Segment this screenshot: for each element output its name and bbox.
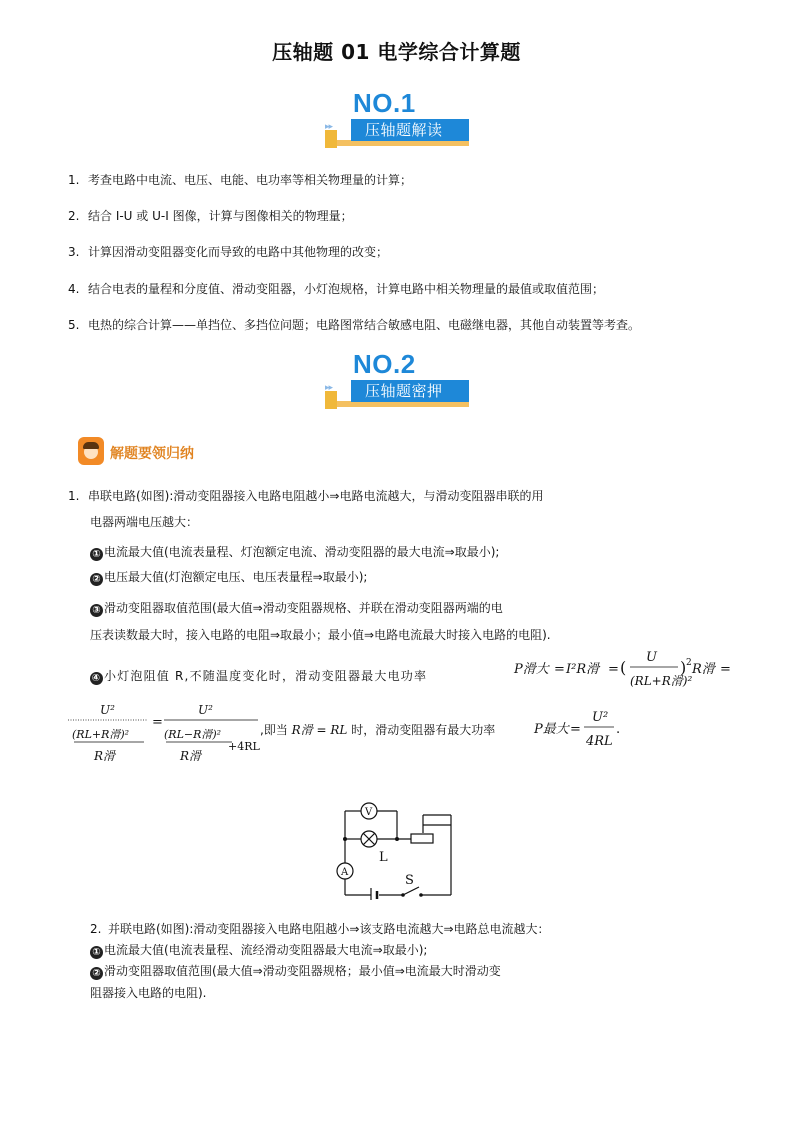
series-line1: 1. 串联电路(如图):滑动变阻器接入电路电阻越小⇒电路电流越大，与滑动变阻器串联的用 xyxy=(68,489,544,503)
formula-text: ( xyxy=(620,658,627,677)
parallel-point-1: ① 电流最大值(电流表量程、流经滑动变阻器最大电流⇒取最小); xyxy=(90,942,427,959)
series-line2: 电器两端电压越大： xyxy=(90,515,199,529)
formula-text: = xyxy=(720,662,731,677)
parallel-point-2: ② 滑动变阻器取值范围(最大值⇒滑动变阻器规格；最小值⇒电流最大时滑动变 xyxy=(90,963,501,980)
ammeter-label: A xyxy=(341,867,349,878)
badge-number: NO.1 xyxy=(353,88,416,118)
formula-text: 4RL xyxy=(586,734,613,749)
junction-dot xyxy=(343,837,347,841)
formula-pmax xyxy=(532,705,622,753)
badge-label: 压轴题解读 xyxy=(351,119,469,141)
formula-text: U² xyxy=(198,703,213,717)
badge-number: NO.2 xyxy=(353,349,416,379)
formula-max-power xyxy=(512,645,734,691)
parallel-line1: 2. 并联电路(如图):滑动变阻器接入电路电阻越小⇒该支路电流越大⇒电路总电流越大： xyxy=(90,922,550,936)
formula-text: . xyxy=(616,722,621,737)
series-point-1: ① 电流最大值(电流表量程、灯泡额定电流、滑动变阻器的最大电流⇒取最小); xyxy=(90,544,499,561)
badge-accent xyxy=(325,130,337,148)
switch-terminal xyxy=(419,893,423,897)
list-item: 3. 计算因滑动变阻器变化而导致的电路中其他物理的改变； xyxy=(68,245,389,259)
double-arrow-icon: ▸▸ xyxy=(325,383,333,393)
formula-text: R滑 xyxy=(94,749,116,763)
junction-dot xyxy=(395,837,399,841)
formula-text: 2 xyxy=(686,658,692,668)
formula-text: = xyxy=(152,715,163,730)
formula-text: +4RL xyxy=(228,740,260,753)
list-item: 2. 结合 I-U 或 U-I 图像，计算与图像相关的物理量； xyxy=(68,209,353,223)
lamp-label: L xyxy=(379,850,388,865)
formula-text: R滑 xyxy=(180,749,202,763)
formula-text: U² xyxy=(592,710,609,725)
parallel-point-2-cont: 阻器接入电路的电阻). xyxy=(90,986,207,1000)
section-badge-2 xyxy=(325,349,485,423)
series-point-2: ② 电压最大值(灯泡额定电压、电压表量程⇒取最小); xyxy=(90,569,367,586)
formula-text: (RL+R滑)² xyxy=(72,728,130,741)
double-arrow-icon: ▸▸ xyxy=(325,122,333,132)
series-point-3-cont: 压表读数最大时，接入电路的电阻⇒取最小；最小值⇒电路电流最大时接入电路的电阻). xyxy=(90,628,551,642)
list-item: 1. 考查电路中电流、电压、电能、电功率等相关物理量的计算； xyxy=(68,173,413,187)
badge-label: 压轴题密押 xyxy=(351,380,469,402)
formula-text: = xyxy=(570,722,581,737)
formula-text: ) xyxy=(680,658,687,677)
formula-text: U² xyxy=(100,703,115,717)
formula-text: P滑大 xyxy=(514,662,549,677)
formula-text: = xyxy=(608,662,619,677)
list-item: 5. 电热的综合计算——单挡位、多挡位问题；电路图常结合敏感电阻、电磁继电器，其他自动装置等考查。 xyxy=(68,318,641,332)
page-title: 压轴题 01 电学综合计算题 xyxy=(272,40,521,64)
formula-condition-text: ,即当 R滑 = RL 时，滑动变阻器有最大功率 xyxy=(260,723,496,737)
formula-text: U xyxy=(646,650,657,665)
list-item: 4. 结合电表的量程和分度值、滑动变阻器，小灯泡规格，计算电路中相关物理量的最值或取值范围； xyxy=(68,282,605,296)
section-badge-1 xyxy=(325,88,485,162)
formula-text: R滑 xyxy=(692,662,715,677)
series-circuit-diagram xyxy=(325,795,460,900)
series-point-4: ④ 小灯泡阻值 R,不随温度变化时，滑动变阻器最大电功率 xyxy=(91,669,428,684)
formula-text: (RL−R滑)² xyxy=(164,728,222,741)
switch-terminal xyxy=(401,893,405,897)
section-header-label: 解题要领归纳 xyxy=(110,446,194,462)
formula-text: P最大 xyxy=(534,722,569,737)
formula-text: = xyxy=(554,662,565,677)
voltmeter-label: V xyxy=(365,807,373,818)
series-point-3: ③ 滑动变阻器取值范围(最大值⇒滑动变阻器规格、并联在滑动变阻器两端的电 xyxy=(90,600,503,617)
student-avatar-icon xyxy=(78,437,104,465)
badge-accent xyxy=(325,391,337,409)
formula-text: I²R滑 xyxy=(566,662,600,677)
switch-label: S xyxy=(405,873,414,888)
formula-text: (RL+R滑)² xyxy=(630,674,693,688)
